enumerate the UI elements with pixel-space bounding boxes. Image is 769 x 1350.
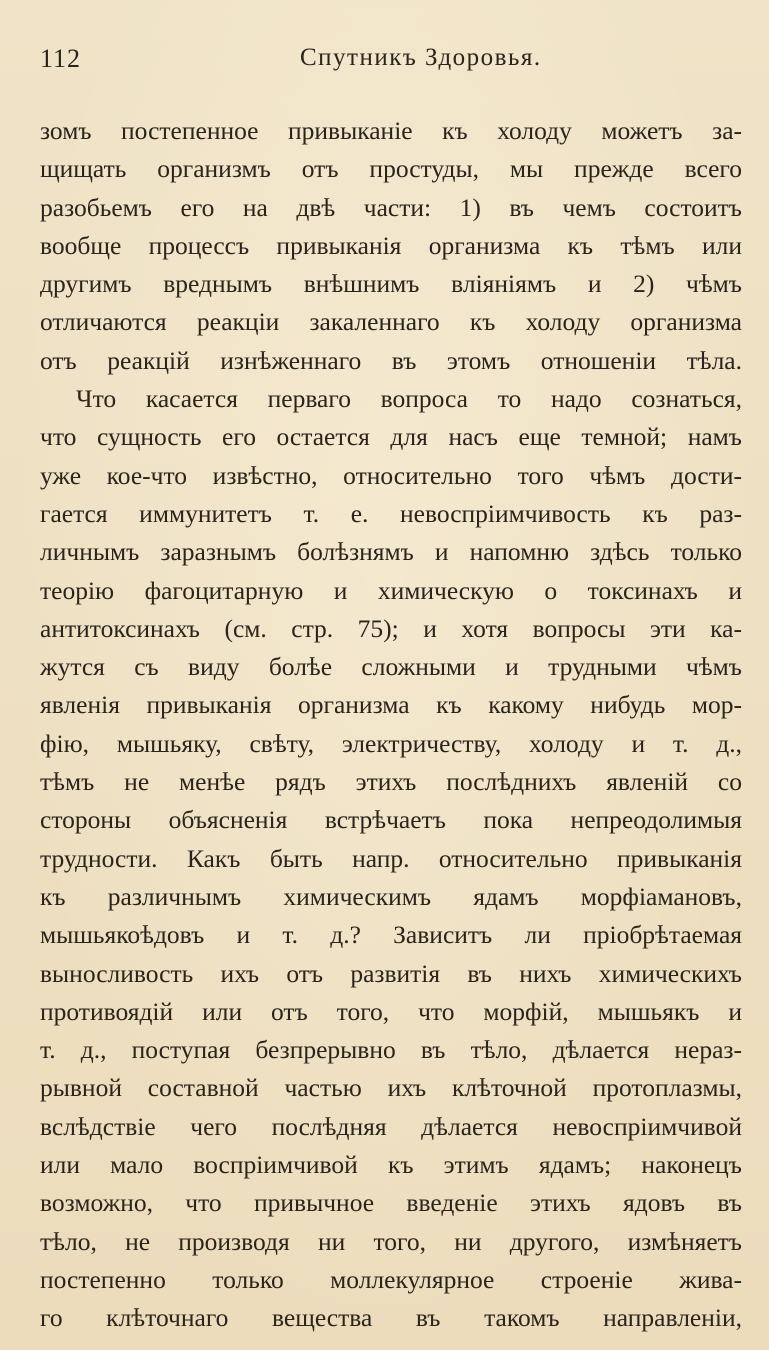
text-line: зомъ постепенное привыканіе къ холоду можетъ за- bbox=[40, 116, 742, 145]
text-line: трудности. Какъ быть напр. относительно привыканія bbox=[40, 843, 742, 873]
page-header bbox=[40, 44, 735, 84]
text-line: вслѣдствіе чего послѣдняя дѣлается невоспріимчивой bbox=[40, 1111, 742, 1141]
text-line: противоядій или отъ того, что морфій, мышьякъ и bbox=[40, 996, 742, 1026]
text-line: уже кое-что извѣстно, относительно того чѣмъ дости- bbox=[40, 460, 742, 490]
text-line: мышьякоѣдовъ и т. д.? Зависитъ ли пріобрѣтаемая bbox=[40, 920, 742, 950]
text-line: фію, мышьяку, свѣту, электричеству, холоду и т. д., bbox=[40, 728, 742, 758]
text-line: отъ реакцій изнѣженнаго въ этомъ отношеніи тѣла. bbox=[40, 345, 742, 375]
text-line: явленія привыканія организма къ какому нибудь мор- bbox=[40, 690, 742, 720]
text-line: жутся съ виду болѣе сложными и трудными чѣмъ bbox=[40, 652, 742, 682]
text-line: щищать организмъ отъ простуды, мы прежде всего bbox=[40, 154, 742, 184]
running-title: Спутникъ Здоровья. bbox=[300, 44, 542, 71]
text-line: рывной составной частью ихъ клѣточной протоплазмы, bbox=[40, 1073, 742, 1103]
text-line: къ различнымъ химическимъ ядамъ морфіамановъ, bbox=[40, 881, 742, 911]
text-line: тѣмъ не менѣе рядъ этихъ послѣднихъ явленій со bbox=[40, 767, 742, 797]
text-line: другимъ вреднымъ внѣшнимъ вліяніямъ и 2) чѣмъ bbox=[40, 269, 742, 299]
text-line: вообще процессъ привыканія организма къ тѣмъ или bbox=[40, 230, 742, 260]
text-line: тѣло, не производя ни того, ни другого, измѣняетъ bbox=[40, 1226, 742, 1256]
text-line: или мало воспріимчивой къ этимъ ядамъ; наконецъ bbox=[40, 1150, 742, 1180]
text-line: возможно, что привычное введеніе этихъ ядовъ въ bbox=[40, 1188, 742, 1218]
page-number: 112 bbox=[40, 44, 82, 73]
text-line: разобьемъ его на двѣ части: 1) въ чемъ состоитъ bbox=[40, 192, 742, 222]
text-line: теорію фагоцитарную и химическую о токсинахъ и bbox=[40, 575, 742, 605]
text-line: отличаются реакціи закаленнаго къ холоду организма bbox=[40, 307, 742, 337]
text-line: Что касается перваго вопроса то надо сознаться, bbox=[76, 384, 742, 414]
body-text bbox=[40, 112, 742, 1338]
text-line: постепенно только моллекулярное строеніе жива- bbox=[40, 1264, 742, 1294]
text-line: го клѣточнаго вещества въ такомъ направленіи, bbox=[40, 1303, 742, 1333]
text-line: личнымъ заразнымъ болѣзнямъ и напомню здѣсь только bbox=[40, 537, 742, 567]
text-line: что сущность его остается для насъ еще темной; намъ bbox=[40, 422, 742, 452]
text-line: т. д., поступая безпрерывно въ тѣло, дѣлается нераз- bbox=[40, 1035, 742, 1065]
text-line: гается иммунитетъ т. е. невоспріимчивость къ раз- bbox=[40, 498, 742, 528]
text-line: выносливость ихъ отъ развитія въ нихъ химическихъ bbox=[40, 958, 742, 988]
text-line: стороны объясненія встрѣчаетъ пока непреодолимыя bbox=[40, 805, 742, 835]
text-line: антитоксинахъ (см. стр. 75); и хотя вопросы эти ка- bbox=[40, 613, 742, 643]
